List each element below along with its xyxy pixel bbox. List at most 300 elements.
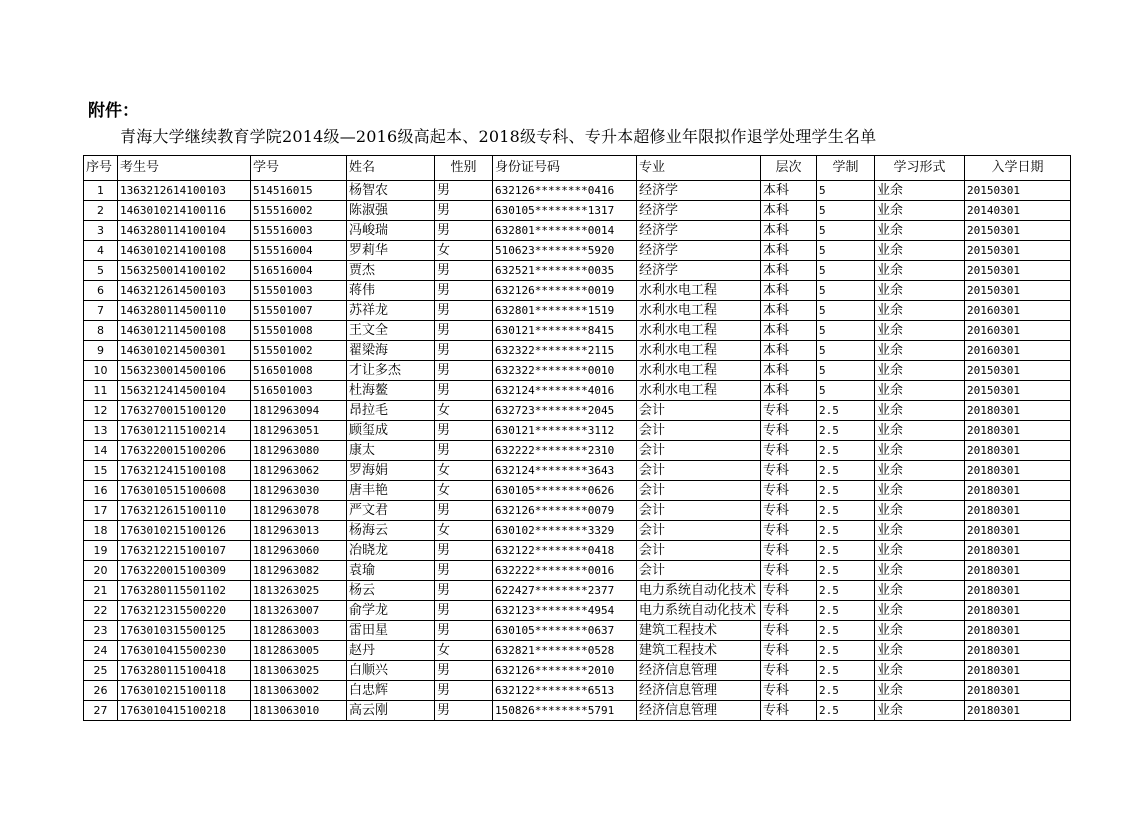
- duration-cell: 5: [817, 321, 875, 341]
- duration-cell: 5: [817, 261, 875, 281]
- level-cell: 本科: [761, 241, 817, 261]
- id-number-cell: 510623********5920: [493, 241, 637, 261]
- enroll-date-cell: 20180301: [965, 681, 1071, 701]
- header-cell: 学习形式: [875, 156, 965, 181]
- duration-cell: 2.5: [817, 641, 875, 661]
- enroll-date-cell: 20150301: [965, 181, 1071, 201]
- seq-cell: 10: [84, 361, 118, 381]
- table-row: [84, 661, 1071, 681]
- name-cell: 康太: [347, 441, 435, 461]
- id-number-cell: 632322********2115: [493, 341, 637, 361]
- table-row: [84, 521, 1071, 541]
- exam-no-cell: 1763010315500125: [118, 621, 251, 641]
- major-cell: 经济学: [637, 241, 761, 261]
- attachment-label: 附件：: [88, 101, 139, 121]
- exam-no-cell: 1463012114500108: [118, 321, 251, 341]
- major-cell: 经济信息管理: [637, 681, 761, 701]
- level-cell: 专科: [761, 701, 817, 721]
- seq-cell: 25: [84, 661, 118, 681]
- table-row: [84, 621, 1071, 641]
- gender-cell: 男: [435, 561, 493, 581]
- level-cell: 本科: [761, 261, 817, 281]
- student-list-table: [83, 155, 1071, 721]
- gender-cell: 女: [435, 461, 493, 481]
- exam-no-cell: 1763012115100214: [118, 421, 251, 441]
- major-cell: 水利水电工程: [637, 321, 761, 341]
- table-row: [84, 701, 1071, 721]
- id-number-cell: 632126********0019: [493, 281, 637, 301]
- exam-no-cell: 1763010215100118: [118, 681, 251, 701]
- enroll-date-cell: 20180301: [965, 421, 1071, 441]
- enroll-date-cell: 20140301: [965, 201, 1071, 221]
- gender-cell: 男: [435, 601, 493, 621]
- major-cell: 水利水电工程: [637, 341, 761, 361]
- level-cell: 专科: [761, 601, 817, 621]
- seq-cell: 24: [84, 641, 118, 661]
- level-cell: 本科: [761, 201, 817, 221]
- name-cell: 唐丰艳: [347, 481, 435, 501]
- name-cell: 杜海鳌: [347, 381, 435, 401]
- table-row: [84, 421, 1071, 441]
- enroll-date-cell: 20160301: [965, 321, 1071, 341]
- study-mode-cell: 业余: [875, 381, 965, 401]
- table-row: [84, 681, 1071, 701]
- duration-cell: 2.5: [817, 621, 875, 641]
- id-number-cell: 632126********0079: [493, 501, 637, 521]
- seq-cell: 4: [84, 241, 118, 261]
- id-number-cell: 630105********1317: [493, 201, 637, 221]
- duration-cell: 2.5: [817, 501, 875, 521]
- exam-no-cell: 1363212614100103: [118, 181, 251, 201]
- major-cell: 会计: [637, 501, 761, 521]
- level-cell: 专科: [761, 521, 817, 541]
- exam-no-cell: 1563250014100102: [118, 261, 251, 281]
- exam-no-cell: 1463010214100108: [118, 241, 251, 261]
- id-number-cell: 632801********0014: [493, 221, 637, 241]
- student-no-cell: 515516004: [251, 241, 347, 261]
- major-cell: 建筑工程技术: [637, 641, 761, 661]
- table-row: [84, 581, 1071, 601]
- gender-cell: 男: [435, 341, 493, 361]
- gender-cell: 男: [435, 281, 493, 301]
- header-cell: 性别: [435, 156, 493, 181]
- exam-no-cell: 1763270015100120: [118, 401, 251, 421]
- seq-cell: 27: [84, 701, 118, 721]
- enroll-date-cell: 20150301: [965, 221, 1071, 241]
- duration-cell: 5: [817, 201, 875, 221]
- exam-no-cell: 1763280115501102: [118, 581, 251, 601]
- name-cell: 冯峻瑞: [347, 221, 435, 241]
- level-cell: 本科: [761, 341, 817, 361]
- enroll-date-cell: 20150301: [965, 241, 1071, 261]
- exam-no-cell: 1463010214500301: [118, 341, 251, 361]
- gender-cell: 男: [435, 301, 493, 321]
- seq-cell: 18: [84, 521, 118, 541]
- table-row: [84, 501, 1071, 521]
- gender-cell: 女: [435, 241, 493, 261]
- study-mode-cell: 业余: [875, 481, 965, 501]
- name-cell: 王文全: [347, 321, 435, 341]
- level-cell: 专科: [761, 421, 817, 441]
- study-mode-cell: 业余: [875, 301, 965, 321]
- study-mode-cell: 业余: [875, 501, 965, 521]
- study-mode-cell: 业余: [875, 321, 965, 341]
- student-no-cell: 1813063025: [251, 661, 347, 681]
- gender-cell: 男: [435, 701, 493, 721]
- seq-cell: 9: [84, 341, 118, 361]
- study-mode-cell: 业余: [875, 221, 965, 241]
- study-mode-cell: 业余: [875, 661, 965, 681]
- table-row: [84, 481, 1071, 501]
- table-row: [84, 221, 1071, 241]
- student-no-cell: 1812963013: [251, 521, 347, 541]
- document-title: 青海大学继续教育学院2014级—2016级高起本、2018级专科、专升本超修业年限拟作退学处理学生名单: [120, 127, 877, 146]
- level-cell: 本科: [761, 221, 817, 241]
- exam-no-cell: 1463212614500103: [118, 281, 251, 301]
- name-cell: 高云刚: [347, 701, 435, 721]
- header-cell: 层次: [761, 156, 817, 181]
- major-cell: 水利水电工程: [637, 281, 761, 301]
- study-mode-cell: 业余: [875, 281, 965, 301]
- enroll-date-cell: 20180301: [965, 601, 1071, 621]
- id-number-cell: 630102********3329: [493, 521, 637, 541]
- table-row: [84, 321, 1071, 341]
- name-cell: 苏祥龙: [347, 301, 435, 321]
- table-row: [84, 181, 1071, 201]
- duration-cell: 5: [817, 341, 875, 361]
- id-number-cell: 632723********2045: [493, 401, 637, 421]
- level-cell: 专科: [761, 481, 817, 501]
- duration-cell: 5: [817, 281, 875, 301]
- gender-cell: 女: [435, 641, 493, 661]
- duration-cell: 2.5: [817, 441, 875, 461]
- name-cell: 杨智农: [347, 181, 435, 201]
- student-no-cell: 1813063002: [251, 681, 347, 701]
- student-no-cell: 1812963082: [251, 561, 347, 581]
- student-no-cell: 1812863005: [251, 641, 347, 661]
- gender-cell: 男: [435, 181, 493, 201]
- header-cell: 入学日期: [965, 156, 1071, 181]
- student-no-cell: 1812963060: [251, 541, 347, 561]
- seq-cell: 17: [84, 501, 118, 521]
- seq-cell: 13: [84, 421, 118, 441]
- exam-no-cell: 1763212315500220: [118, 601, 251, 621]
- study-mode-cell: 业余: [875, 521, 965, 541]
- name-cell: 翟梁海: [347, 341, 435, 361]
- name-cell: 罗莉华: [347, 241, 435, 261]
- study-mode-cell: 业余: [875, 581, 965, 601]
- exam-no-cell: 1763212415100108: [118, 461, 251, 481]
- duration-cell: 2.5: [817, 601, 875, 621]
- table-row: [84, 361, 1071, 381]
- seq-cell: 26: [84, 681, 118, 701]
- major-cell: 经济信息管理: [637, 661, 761, 681]
- enroll-date-cell: 20180301: [965, 541, 1071, 561]
- id-number-cell: 632322********0010: [493, 361, 637, 381]
- level-cell: 本科: [761, 281, 817, 301]
- duration-cell: 2.5: [817, 681, 875, 701]
- header-cell: 考生号: [118, 156, 251, 181]
- seq-cell: 2: [84, 201, 118, 221]
- student-no-cell: 1812963030: [251, 481, 347, 501]
- student-no-cell: 516516004: [251, 261, 347, 281]
- table-row: [84, 281, 1071, 301]
- id-number-cell: 632821********0528: [493, 641, 637, 661]
- major-cell: 水利水电工程: [637, 381, 761, 401]
- gender-cell: 男: [435, 501, 493, 521]
- id-number-cell: 630105********0637: [493, 621, 637, 641]
- exam-no-cell: 1763220015100206: [118, 441, 251, 461]
- name-cell: 陈淑强: [347, 201, 435, 221]
- gender-cell: 男: [435, 581, 493, 601]
- level-cell: 专科: [761, 541, 817, 561]
- table-row: [84, 341, 1071, 361]
- major-cell: 会计: [637, 561, 761, 581]
- exam-no-cell: 1563230014500106: [118, 361, 251, 381]
- enroll-date-cell: 20180301: [965, 581, 1071, 601]
- enroll-date-cell: 20180301: [965, 461, 1071, 481]
- seq-cell: 5: [84, 261, 118, 281]
- enroll-date-cell: 20180301: [965, 561, 1071, 581]
- duration-cell: 2.5: [817, 421, 875, 441]
- header-row: [84, 156, 1071, 181]
- id-number-cell: 632801********1519: [493, 301, 637, 321]
- name-cell: 才让多杰: [347, 361, 435, 381]
- major-cell: 会计: [637, 461, 761, 481]
- student-no-cell: 516501008: [251, 361, 347, 381]
- gender-cell: 男: [435, 201, 493, 221]
- gender-cell: 男: [435, 681, 493, 701]
- duration-cell: 5: [817, 181, 875, 201]
- level-cell: 专科: [761, 681, 817, 701]
- exam-no-cell: 1463010214100116: [118, 201, 251, 221]
- level-cell: 专科: [761, 401, 817, 421]
- seq-cell: 16: [84, 481, 118, 501]
- enroll-date-cell: 20160301: [965, 301, 1071, 321]
- id-number-cell: 632126********0416: [493, 181, 637, 201]
- duration-cell: 2.5: [817, 481, 875, 501]
- student-no-cell: 1812963094: [251, 401, 347, 421]
- table-row: [84, 301, 1071, 321]
- major-cell: 会计: [637, 481, 761, 501]
- student-no-cell: 515501008: [251, 321, 347, 341]
- student-no-cell: 1812863003: [251, 621, 347, 641]
- name-cell: 白忠辉: [347, 681, 435, 701]
- study-mode-cell: 业余: [875, 421, 965, 441]
- duration-cell: 2.5: [817, 701, 875, 721]
- enroll-date-cell: 20160301: [965, 341, 1071, 361]
- gender-cell: 男: [435, 261, 493, 281]
- major-cell: 经济学: [637, 181, 761, 201]
- gender-cell: 男: [435, 221, 493, 241]
- study-mode-cell: 业余: [875, 681, 965, 701]
- study-mode-cell: 业余: [875, 621, 965, 641]
- study-mode-cell: 业余: [875, 181, 965, 201]
- id-number-cell: 632123********4954: [493, 601, 637, 621]
- seq-cell: 23: [84, 621, 118, 641]
- exam-no-cell: 1763220015100309: [118, 561, 251, 581]
- id-number-cell: 632521********0035: [493, 261, 637, 281]
- seq-cell: 1: [84, 181, 118, 201]
- level-cell: 专科: [761, 661, 817, 681]
- id-number-cell: 632124********3643: [493, 461, 637, 481]
- duration-cell: 5: [817, 361, 875, 381]
- name-cell: 白顺兴: [347, 661, 435, 681]
- major-cell: 经济学: [637, 201, 761, 221]
- student-no-cell: 1812963078: [251, 501, 347, 521]
- level-cell: 本科: [761, 181, 817, 201]
- enroll-date-cell: 20180301: [965, 701, 1071, 721]
- major-cell: 水利水电工程: [637, 361, 761, 381]
- student-no-cell: 1812963062: [251, 461, 347, 481]
- gender-cell: 女: [435, 521, 493, 541]
- duration-cell: 2.5: [817, 521, 875, 541]
- student-no-cell: 515501003: [251, 281, 347, 301]
- study-mode-cell: 业余: [875, 341, 965, 361]
- gender-cell: 男: [435, 661, 493, 681]
- study-mode-cell: 业余: [875, 241, 965, 261]
- major-cell: 电力系统自动化技术: [637, 601, 761, 621]
- exam-no-cell: 1463280114500110: [118, 301, 251, 321]
- name-cell: 杨海云: [347, 521, 435, 541]
- table-row: [84, 201, 1071, 221]
- gender-cell: 女: [435, 481, 493, 501]
- student-no-cell: 515516002: [251, 201, 347, 221]
- table-row: [84, 261, 1071, 281]
- enroll-date-cell: 20150301: [965, 381, 1071, 401]
- seq-cell: 19: [84, 541, 118, 561]
- gender-cell: 男: [435, 421, 493, 441]
- level-cell: 专科: [761, 501, 817, 521]
- id-number-cell: 632126********2010: [493, 661, 637, 681]
- major-cell: 电力系统自动化技术: [637, 581, 761, 601]
- duration-cell: 2.5: [817, 561, 875, 581]
- student-no-cell: 514516015: [251, 181, 347, 201]
- name-cell: 袁瑜: [347, 561, 435, 581]
- gender-cell: 男: [435, 361, 493, 381]
- id-number-cell: 632122********0418: [493, 541, 637, 561]
- table-row: [84, 641, 1071, 661]
- duration-cell: 5: [817, 221, 875, 241]
- student-no-cell: 1813063010: [251, 701, 347, 721]
- exam-no-cell: 1763010215100126: [118, 521, 251, 541]
- name-cell: 蒋伟: [347, 281, 435, 301]
- header-cell: 专业: [637, 156, 761, 181]
- student-no-cell: 516501003: [251, 381, 347, 401]
- exam-no-cell: 1763010515100608: [118, 481, 251, 501]
- header-cell: 身份证号码: [493, 156, 637, 181]
- gender-cell: 男: [435, 621, 493, 641]
- duration-cell: 5: [817, 301, 875, 321]
- name-cell: 赵丹: [347, 641, 435, 661]
- level-cell: 专科: [761, 461, 817, 481]
- level-cell: 本科: [761, 321, 817, 341]
- level-cell: 本科: [761, 381, 817, 401]
- major-cell: 会计: [637, 521, 761, 541]
- table-row: [84, 401, 1071, 421]
- table-row: [84, 561, 1071, 581]
- table-row: [84, 241, 1071, 261]
- enroll-date-cell: 20180301: [965, 481, 1071, 501]
- header-cell: 序号: [84, 156, 118, 181]
- gender-cell: 男: [435, 441, 493, 461]
- name-cell: 罗海娟: [347, 461, 435, 481]
- seq-cell: 22: [84, 601, 118, 621]
- name-cell: 冶晓龙: [347, 541, 435, 561]
- study-mode-cell: 业余: [875, 441, 965, 461]
- major-cell: 会计: [637, 421, 761, 441]
- exam-no-cell: 1763280115100418: [118, 661, 251, 681]
- enroll-date-cell: 20180301: [965, 441, 1071, 461]
- exam-no-cell: 1763212615100110: [118, 501, 251, 521]
- major-cell: 经济信息管理: [637, 701, 761, 721]
- table-row: [84, 441, 1071, 461]
- header-cell: 姓名: [347, 156, 435, 181]
- id-number-cell: 630121********8415: [493, 321, 637, 341]
- exam-no-cell: 1763212215100107: [118, 541, 251, 561]
- table-row: [84, 541, 1071, 561]
- student-no-cell: 1812963080: [251, 441, 347, 461]
- seq-cell: 11: [84, 381, 118, 401]
- study-mode-cell: 业余: [875, 541, 965, 561]
- major-cell: 会计: [637, 441, 761, 461]
- study-mode-cell: 业余: [875, 461, 965, 481]
- enroll-date-cell: 20180301: [965, 501, 1071, 521]
- major-cell: 经济学: [637, 261, 761, 281]
- exam-no-cell: 1563212414500104: [118, 381, 251, 401]
- level-cell: 专科: [761, 561, 817, 581]
- duration-cell: 2.5: [817, 581, 875, 601]
- name-cell: 严文君: [347, 501, 435, 521]
- major-cell: 经济学: [637, 221, 761, 241]
- exam-no-cell: 1763010415100218: [118, 701, 251, 721]
- study-mode-cell: 业余: [875, 401, 965, 421]
- enroll-date-cell: 20180301: [965, 521, 1071, 541]
- duration-cell: 5: [817, 381, 875, 401]
- id-number-cell: 630121********3112: [493, 421, 637, 441]
- seq-cell: 3: [84, 221, 118, 241]
- id-number-cell: 632122********6513: [493, 681, 637, 701]
- enroll-date-cell: 20180301: [965, 621, 1071, 641]
- table-row: [84, 381, 1071, 401]
- enroll-date-cell: 20150301: [965, 361, 1071, 381]
- study-mode-cell: 业余: [875, 261, 965, 281]
- exam-no-cell: 1463280114100104: [118, 221, 251, 241]
- gender-cell: 男: [435, 541, 493, 561]
- duration-cell: 2.5: [817, 401, 875, 421]
- major-cell: 水利水电工程: [637, 301, 761, 321]
- gender-cell: 男: [435, 381, 493, 401]
- duration-cell: 2.5: [817, 661, 875, 681]
- duration-cell: 2.5: [817, 461, 875, 481]
- student-no-cell: 1813263025: [251, 581, 347, 601]
- study-mode-cell: 业余: [875, 641, 965, 661]
- student-no-cell: 1812963051: [251, 421, 347, 441]
- enroll-date-cell: 20180301: [965, 401, 1071, 421]
- seq-cell: 8: [84, 321, 118, 341]
- gender-cell: 男: [435, 321, 493, 341]
- study-mode-cell: 业余: [875, 361, 965, 381]
- level-cell: 本科: [761, 361, 817, 381]
- header-cell: 学号: [251, 156, 347, 181]
- major-cell: 建筑工程技术: [637, 621, 761, 641]
- study-mode-cell: 业余: [875, 201, 965, 221]
- seq-cell: 14: [84, 441, 118, 461]
- seq-cell: 21: [84, 581, 118, 601]
- seq-cell: 7: [84, 301, 118, 321]
- level-cell: 专科: [761, 581, 817, 601]
- id-number-cell: 632124********4016: [493, 381, 637, 401]
